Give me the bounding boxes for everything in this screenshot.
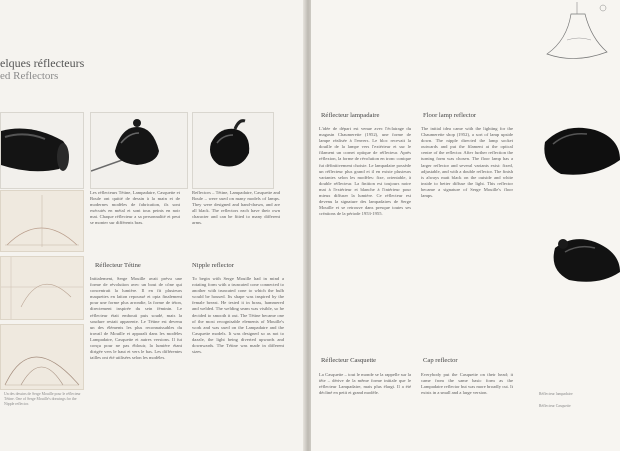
intro-text-en: Reflectors – Tétine, Lampadaire, Casquette and Boule – were used on many models of lamps. They were designed and hand-drawn, and are all black. The reflectors each have their own character and can be fitted to many different arms. [192, 190, 280, 226]
technical-drawing [1, 191, 83, 251]
technical-drawing [1, 325, 83, 389]
reflector-photo-2 [90, 112, 188, 189]
right-heading2-fr: Réflecteur Casquette [321, 357, 377, 364]
lamp-sketch-illustration [531, 0, 620, 80]
right-caption-en: Réflecteur Casquette [539, 404, 571, 408]
sketch-caption: Un des dessins de Serge Mouille pour le réflecteur Tétine. One of Serge Mouille's drawings for the Nipple reflector. [4, 392, 81, 406]
lamp-reflector-illustration [1, 113, 83, 188]
section-heading-fr: Réflecteur Tétine [95, 262, 141, 269]
right-text-en: The initial idea came with the lighting for the Chaumerette shop (1952), a sort of lamp upside down. The nipple directed the lamp socket outwards and put the filament at the optical centre of the reflector. After further reflection the turning form was chosen. The floor lamp has a larger reflector and several variants exist: fixed, adjustable, and with a double reflector. The finish is always matt black on the outside and white inside to better diffuse the light. This reflector became a signature of Serge Mouille's floor lamps. [421, 126, 513, 199]
sketch-3 [0, 324, 84, 390]
cap-reflector-photo [535, 228, 620, 298]
section-text-en: To begin with Serge Mouille had in mind a rotating form with a truncated cone connected to another with truncated cone to which the bulb would be housed. Its shape was inspired by the female breast. He tested it in brass, hammered and welded. The welding seam was visible, so he decided to smooth it out. The Tétine became one of the most recognisable elements of Mouille's work and was used on the Lampadaire and the Casquette models. It was designed so as not to dazzle, the light being diverted upwards and downwards. The Tétine was made in different sizes. [192, 276, 284, 355]
right-text-fr: L'idée de départ est venue avec l'éclairage du magasin Chaumerette (1952), une forme de lampe réalisée à l'envers. Le bloc recevait la douille de la lampe vers l'extérieur et sur le filament un cornet optique de réflecteur. Après réflexion, la forme de révolution en tronc conique fut définitivement choisie. Le lampadaire possède un réflecteur plus grand et il en existe plusieurs variantes selon les modèles: fixe, orientable, à double réflecteur. La finition est toujours noire mat à l'extérieur et blanche à l'intérieur pour mieux diffuser la lumière. Ce réflecteur est devenu la signature des lampadaires de Serge Mouille et se retrouve dans presque toutes ses créations de la période 1953-1955. [319, 126, 411, 217]
right-caption-fr: Réflecteur lampadaire [539, 392, 573, 396]
pencil-sketch [531, 0, 620, 80]
sketch-1 [0, 190, 84, 252]
page-title-en: ed Reflectors [0, 70, 59, 82]
right-heading-fr: Réflecteur lampadaire [321, 112, 380, 119]
section-text-fr: Initialement, Serge Mouille avait prévu une forme de révolution avec un bout de cône qui concentrait la lumière. Il en fit plusieurs maquettes en laiton repoussé et opta finalement pour une forme plus arrondie, la forme de téton, directement inspirée du sein féminin. Le réflecteur était embouti puis soudé, mais la soudure restait apparente. Le Tétine est devenu un des éléments les plus reconnaissables du travail de Mouille et apparaît dans les modèles Lampadaire, Casquette et autres versions. Il fut conçu pour ne pas éblouir, la lumière étant dirigée vers le haut et vers le bas. Les différentes tailles ont été utilisées selon les modèles. [90, 276, 182, 361]
right-heading-en: Floor lamp reflector [423, 112, 477, 119]
sketch-2 [0, 256, 84, 320]
floor-lamp-reflector-photo [535, 112, 620, 192]
right-text2-fr: La Casquette – tout le monde se la rappelle sur la tête – dérive de la même forme initiale que le réflecteur Lampadaire, mais plus élargi. Il a été décliné en petit et grand modèle. [319, 372, 411, 396]
technical-drawing [1, 257, 83, 319]
page-title-fr: elques réflecteurs [0, 56, 85, 70]
reflector-photo-3 [192, 112, 274, 189]
right-text2-en: Everybody put the Casquette on their head; it came from the same basic form as the Lampadaire reflector but was more broadly cut. It exists in a small and a large version. [421, 372, 513, 396]
section-heading-en: Nipple reflector [192, 262, 234, 269]
right-heading2-en: Cap reflector [423, 357, 458, 364]
casquette-reflector-illustration [535, 228, 620, 298]
lampadaire-reflector-illustration [535, 112, 620, 192]
left-page [0, 0, 305, 451]
reflector-photo-1 [0, 112, 84, 189]
right-page [311, 0, 620, 451]
intro-text-fr: Les réflecteurs Tétine, Lampadaire, Casquette et Boule ont quitté de dessin à la main et de modernes modèles de fabrication, ils sont exécutés en métal et sont tous peints en noir mat. Chaque réflecteur a sa personnalité et peut se monter sur différents bras. [90, 190, 180, 226]
casquette-reflector-illustration [193, 113, 273, 188]
tetine-reflector-illustration [91, 113, 187, 188]
